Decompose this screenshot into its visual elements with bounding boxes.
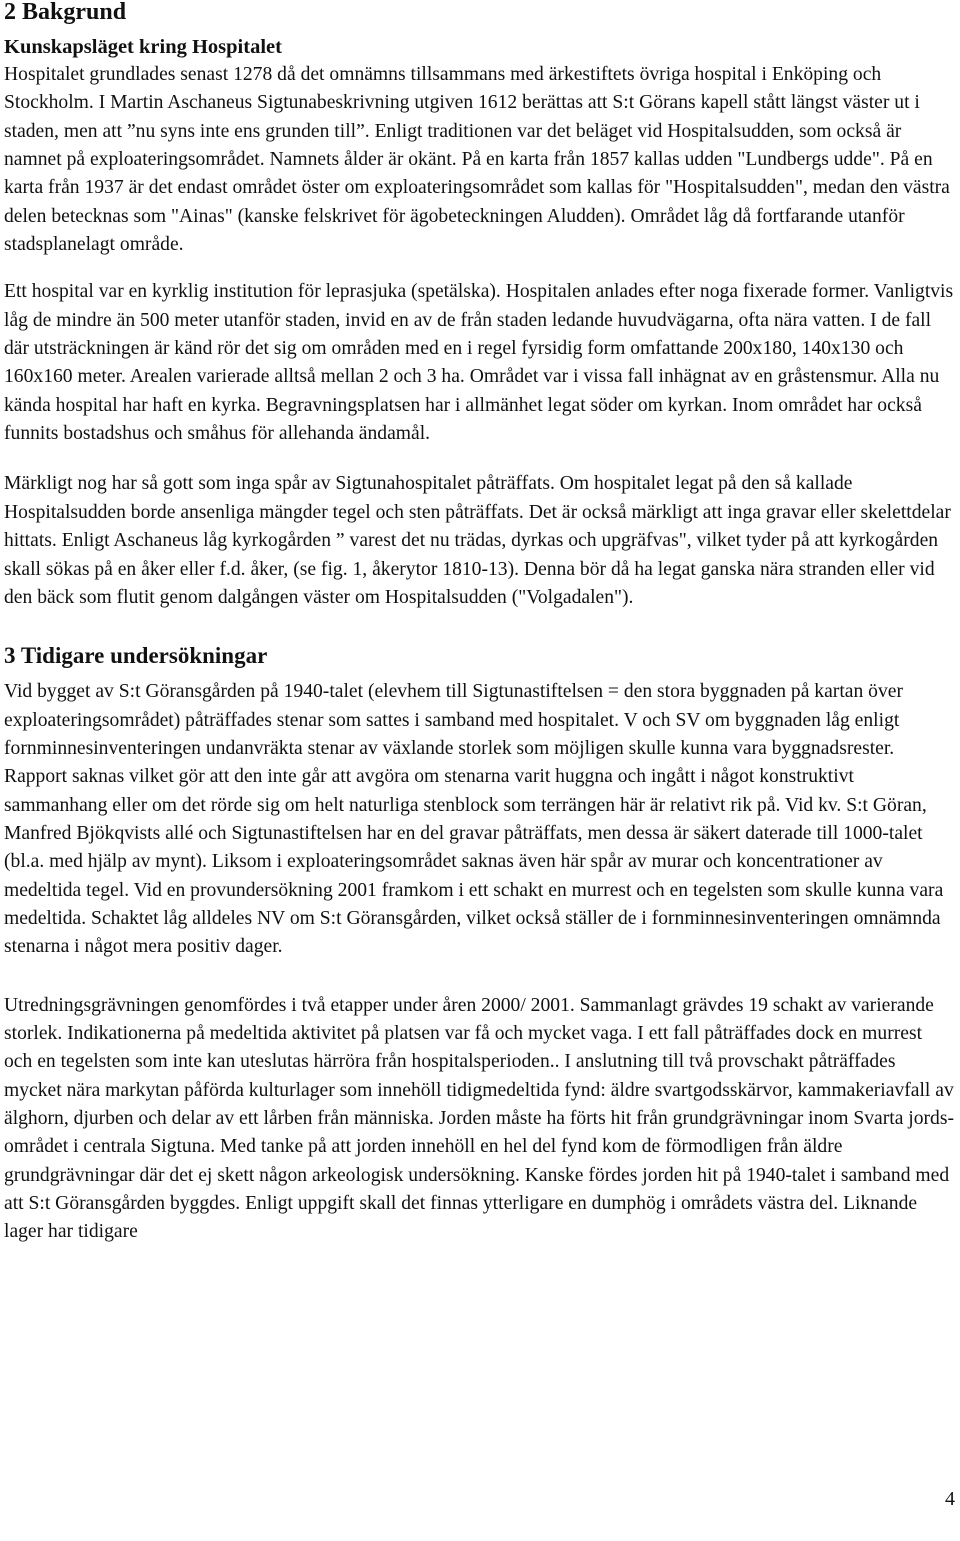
paragraph-utredningsgravningen: Utredningsgrävningen genomfördes i två etapper under åren 2000/ 2001. Sammanlagt grävdes 19 schakt av varierande storlek. Indikationerna på medeltida aktivitet på platsen var få och mycket vaga. I ett fall påträffades dock en murrest och en tegelsten som inte kan uteslutas härröra från hospitalsperioden.. I anslutning till två provschakt påträffades mycket nära markytan påförda kulturlager som innehöll tidigmedeltida fynd: äldre svartgodsskärvor, kammakeriavfall av älghorn, djurben och delar av ett lårben från människa. Jorden måste ha förts hit från grundgrävningar inom Svarta jords-området i centrala Sigtuna. Med tanke på att jorden innehöll en hel del fynd kom de förmodligen från äldre grundgrävningar där det ej skett någon arkeologisk undersökning. Kanske fördes jorden hit på 1940-talet i samband med att S:t Göransgården byggdes. Enligt uppgift skall det finnas ytterligare en dumphög i områdets västra del. Liknande lager har tidigare bbox=[4, 994, 955, 1243]
section-heading-tidigare-undersokningar: 3 Tidigare undersökningar bbox=[4, 643, 268, 669]
paragraph-no-traces: Märkligt nog har så gott som inga spår av Sigtunahospitalet påträffats. Om hospitalet legat på den så kallade Hospitalsudden borde ansenliga mängder tegel och sten påträffats. Det är också märkligt att inga gravar eller skelettdelar hittats. Enligt Aschaneus låg kyrkogården ” varest det nu trädas, dyrkas och upgräfvas", vilket tyder på att kyrkogården skall sökas på en åker eller f.d. åker, (se fig. 1, åkerytor 1810-13). Denna bör då ha legat ganska nära stranden eller vid den bäck som flutit genom dalgången väster om Hospitalsudden ("Volgadalen"). bbox=[4, 473, 951, 608]
subheading-kunskapslaget: Kunskapsläget kring Hospitalet bbox=[4, 36, 282, 58]
paragraph-st-gorans-garden: Vid bygget av S:t Göransgården på 1940-talet (elevhem till Sigtunastiftelsen = den stora byggnaden på kartan över exploateringsområdet) påträffades stenar som sattes i samband med hospitalet. V och SV om byggnaden låg enligt fornminnesinventeringen undanvräkta stenar av växlande storlek som möjligen skulle kunna vara byggnadsrester. Rapport saknas vilket gör att den inte går att avgöra om stenarna varit huggna och ingått i något konstruktivt sammanhang eller om det rörde sig om helt naturliga stenblock som terrängen här är relativt rik på. Vid kv. S:t Göran, Manfred Bjökqvists allé och Sigtunastiftelsen har en del gravar påträffats, men dessa är säkert daterade till 1000-talet (bl.a. med hjälp av mynt). Liksom i exploateringsområdet saknas även här spår av murar och koncentrationer av medeltida tegel. Vid en provundersökning 2001 framkom i ett schakt en murrest och en tegelsten som skulle kunna vara medeltida. Schaktet låg alldeles NV om S:t Göransgården, vilket också ställer de i fornminnesinventeringen omnämnda stenarna i något mera positiv dager. bbox=[4, 681, 944, 958]
paragraph-hospital-institution: Ett hospital var en kyrklig institution för leprasjuka (spetälska). Hospitalen anlades efter noga fixerade former. Vanligtvis låg de mindre än 500 meter utanför staden, invid en av de från staden ledande huvudvägarna, ofta nära vatten. I de fall där utsträckningen är känd rör det sig om områden med en i regel fyrsidig form omfattande 200x180, 140x130 och 160x160 meter. Arealen varierade alltså mellan 2 och 3 ha. Området var i vissa fall inhägnat av en gråstensmur. Alla nu kända hospital har haft en kyrka. Begravningsplatsen har i allmänhet legat söder om kyrkan. Inom området har också funnits bostadshus och småhus för allehanda ändamål. bbox=[4, 281, 954, 445]
paragraph-history: Hospitalet grundlades senast 1278 då det omnämns tillsammans med ärkestiftets övriga hospital i Enköping och Stockholm. I Martin Aschaneus Sigtunabeskrivning utgiven 1612 berättas att S:t Görans kapell stått längst väster ut i staden, men att ”nu syns inte ens grunden till”. Enligt traditionen var det beläget vid Hospitalsudden, som också är namnet på exploateringsområdet. Namnets ålder är okänt. På en karta från 1857 kallas udden "Lundbergs udde". På en karta från 1937 är det endast området öster om exploateringsområdet som kallas för "Hospitalsudden", medan den västra delen betecknas som "Ainas" (kanske felskrivet för ägobeteckningen Aludden). Området låg då fortfarande utanför stadsplanelagt område. bbox=[4, 64, 950, 256]
page-number: 4 bbox=[945, 1488, 955, 1510]
document-page bbox=[4, 0, 954, 1247]
section-heading-bakgrund: 2 Bakgrund bbox=[4, 0, 127, 25]
